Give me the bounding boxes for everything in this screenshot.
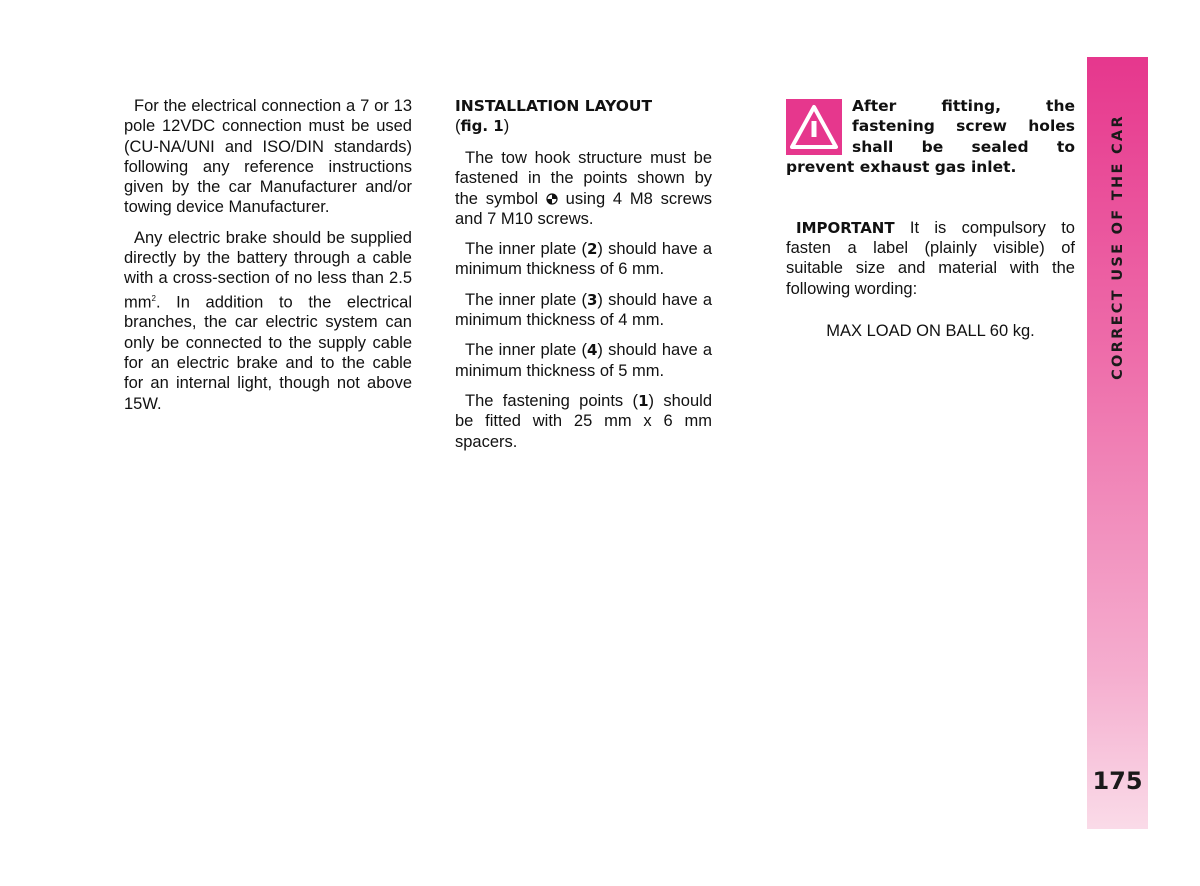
fastening-text-a: The fastening points ( — [465, 391, 639, 410]
important-text: It is compulsory to fasten a label (plainly visible) of suitable size and material with the following wording: — [786, 218, 1075, 298]
fig-ref: fig. 1 — [460, 117, 504, 135]
plate3-text-a: The inner plate ( — [465, 290, 587, 309]
middle-column — [455, 96, 712, 462]
electric-brake-paragraph — [124, 228, 412, 414]
page-number: 175 — [1092, 767, 1143, 795]
plate3-text-b: ) should have a minimum thickness of 4 mm. — [455, 290, 713, 330]
electric-brake-text-a: Any electric brake should be supplied directly by the battery through a cable with a cross-section of no less than 2.5 mm — [124, 228, 412, 312]
fastening-point-symbol-icon — [546, 193, 558, 205]
plate4-number: 4 — [586, 341, 598, 360]
electric-brake-text-b: . In addition to the electrical branches, the car electric system can only be connected to the supply cable for an electric brake and to the cable for an internal light, though not above 15W. — [124, 293, 412, 413]
installation-layout-heading — [455, 96, 712, 136]
warning-triangle-icon — [786, 99, 842, 155]
plate4-text-a: The inner plate ( — [465, 341, 587, 360]
plate3-number: 3 — [586, 290, 598, 309]
chapter-title: CORRECT USE OF THE CAR — [1109, 114, 1126, 380]
right-column — [786, 96, 1075, 309]
plate2-number: 2 — [586, 240, 598, 259]
plate2-text-b: ) should have a minimum thickness of 6 mm. — [455, 240, 713, 279]
fastening-points-paragraph — [455, 391, 712, 452]
fastening-text-b: ) should be fitted with 25 mm x 6 mm spacers. — [455, 391, 712, 451]
tow-hook-text-a: The tow hook structure must be fastened in the points shown by the symbol — [455, 149, 712, 208]
plate4-text-b: ) should have a minimum thickness of 5 mm. — [455, 341, 713, 380]
plate2-text-a: The inner plate ( — [465, 240, 587, 259]
important-label: IMPORTANT — [796, 218, 895, 237]
inner-plate-4-paragraph — [455, 340, 712, 381]
inner-plate-2-paragraph — [455, 239, 712, 280]
fig-close-paren: ) — [503, 117, 510, 135]
warning-box — [786, 96, 1075, 178]
figure-reference — [455, 116, 712, 136]
tow-hook-text-b: using 4 M8 screws and 7 M10 screws. — [455, 189, 712, 228]
inner-plate-3-paragraph — [455, 290, 712, 331]
left-column — [124, 96, 412, 424]
warning-text: After fitting, the fastening screw holes shall be sealed to prevent exhaust gas inlet. — [786, 97, 1075, 177]
chapter-title-container — [1087, 57, 1148, 417]
fastening-number: 1 — [638, 391, 649, 410]
max-load-label: MAX LOAD ON BALL 60 kg. — [826, 322, 1035, 340]
important-paragraph — [786, 218, 1075, 299]
electrical-connection-paragraph: For the electrical connection a 7 or 13 pole 12VDC connection must be used (CU-NA/UNI and ISO/DIN standards) following any reference instructions given by the car Manufacturer and/or towing device Manufacturer. — [124, 97, 412, 217]
tow-hook-paragraph — [455, 148, 712, 229]
superscript: 2 — [151, 293, 156, 303]
heading-title: INSTALLATION LAYOUT — [455, 97, 653, 115]
fig-open-paren: ( — [455, 117, 461, 135]
